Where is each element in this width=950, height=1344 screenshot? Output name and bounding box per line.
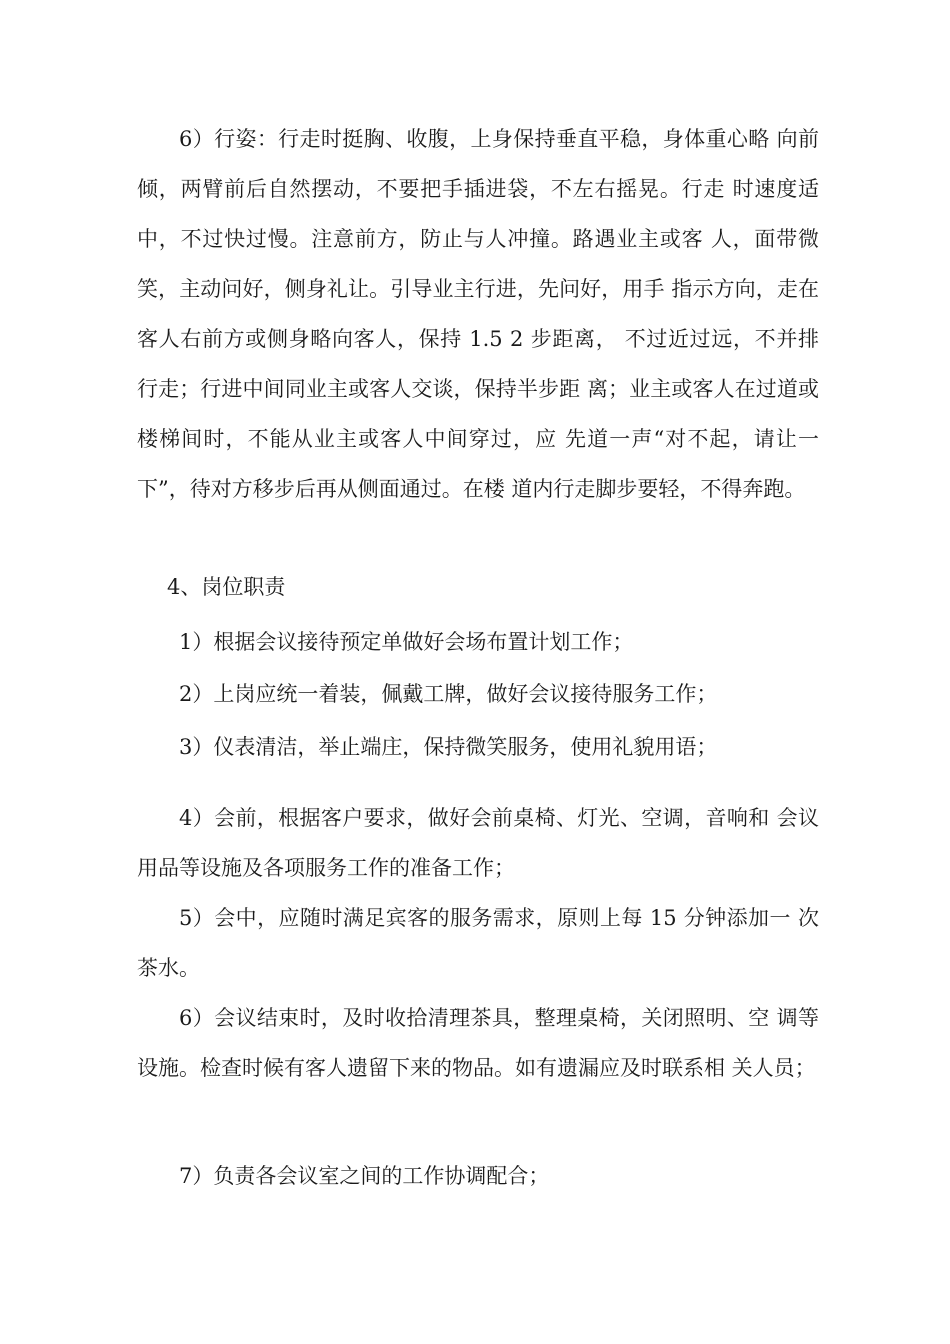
- duty-item-7: 7）负责各会议室之间的工作协调配合；: [179, 1164, 550, 1188]
- paragraph-walking-posture: 6）行姿：行走时挺胸、收腹，上身保持垂直平稳，身体重心略 向前倾，两臂前后自然摆动，不要把手插进袋，不左右摇晃。行走 时速度适中，不过快过慢。注意前方，防止与人冲撞。路遇业主或客 人，面带微笑，主动问好，侧身礼让。引导业主行进，先问好，用手 指示方向，走在客人右前方或侧身略向客人，保持 1.5 2 步距离， 不过近过远，不并排行走；行进中间同业主或客人交谈，保持半步距 离；业主或客人在过道或楼梯间时，不能从业主或客人中间穿过，应 先道一声“对不起，请让一下”，待对方移步后再从侧面通过。在楼 道内行走脚步要轻，不得奔跑。: [137, 127, 819, 501]
- duty-item-3: 3）仪表清洁，举止端庄，保持微笑服务，使用礼貌用语；: [179, 735, 718, 759]
- duty-item-1: 1）根据会议接待预定单做好会场布置计划工作；: [179, 630, 634, 654]
- section-heading-job-duties: 4、岗位职责: [167, 575, 286, 599]
- duty-item-5: 5）会中，应随时满足宾客的服务需求，原则上每 15 分钟添加一 次茶水。: [137, 906, 819, 980]
- duty-item-6: 6）会议结束时，及时收拾清理茶具，整理桌椅，关闭照明、空 调等设施。检查时候有客人遗留下来的物品。如有遗漏应及时联系相 关人员；: [137, 1006, 819, 1080]
- duty-item-2: 2）上岗应统一着装，佩戴工牌，做好会议接待服务工作；: [179, 682, 718, 706]
- duty-item-4: 4）会前，根据客户要求，做好会前桌椅、灯光、空调，音响和 会议用品等设施及各项服务工作的准备工作；: [137, 806, 819, 880]
